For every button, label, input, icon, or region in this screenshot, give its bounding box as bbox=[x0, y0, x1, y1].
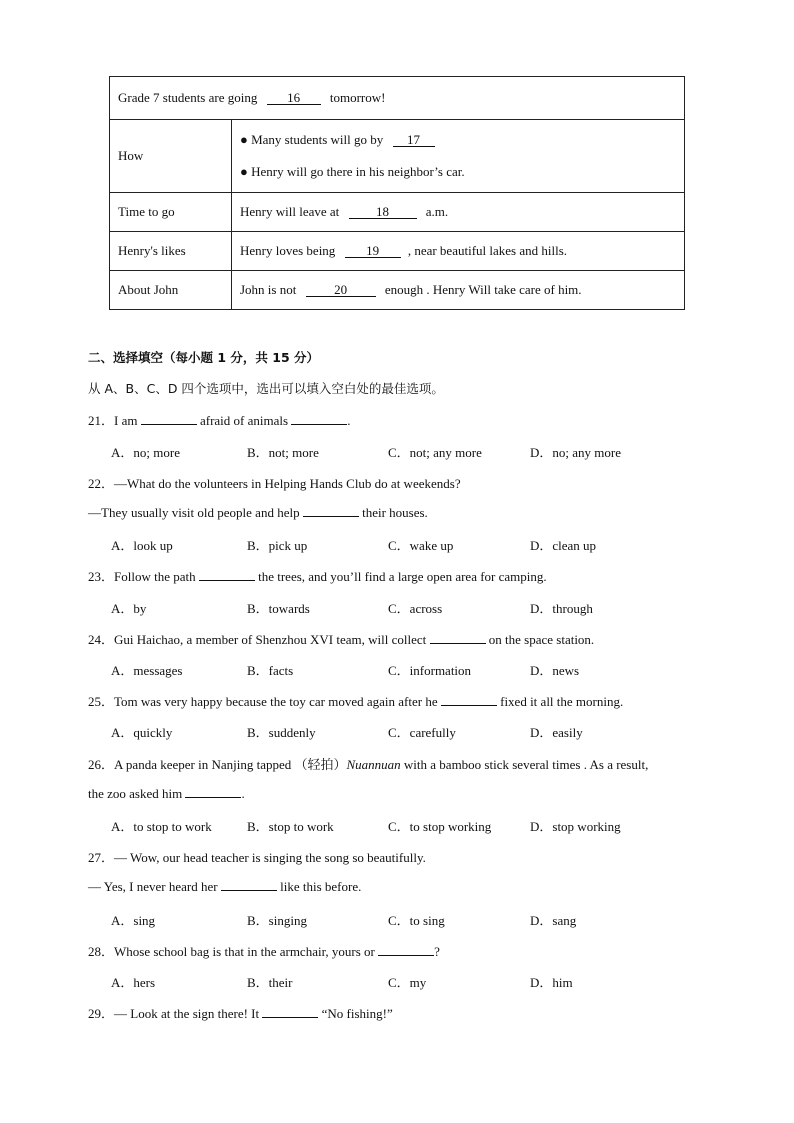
question-27-line1: 27．— Wow, our head teacher is singing the song so beautifully. bbox=[88, 850, 426, 865]
q28-text-1: 28．Whose school bag is that in the armchair, yours or bbox=[88, 944, 375, 959]
row5-post: enough . Henry Will take care of him. bbox=[384, 282, 582, 297]
q24-option-c[interactable]: C．information bbox=[388, 663, 472, 678]
answer-blank bbox=[199, 568, 255, 581]
info-table bbox=[109, 76, 685, 310]
q26-option-a[interactable]: A．to stop to work bbox=[111, 819, 212, 834]
q24-text-2: on the space station. bbox=[488, 632, 595, 647]
table-cell bbox=[232, 271, 685, 310]
blank-17: 17 bbox=[393, 133, 435, 147]
question-28 bbox=[88, 941, 440, 960]
q22-option-b[interactable]: B．pick up bbox=[247, 538, 308, 553]
q23-option-c[interactable]: C．across bbox=[388, 601, 443, 616]
q25-option-a[interactable]: A．quickly bbox=[111, 725, 173, 740]
q26-text-4: . bbox=[241, 786, 245, 801]
row4-post: , near beautiful lakes and hills. bbox=[407, 243, 568, 258]
q24-option-d[interactable]: D．news bbox=[530, 663, 580, 678]
blank-20: 20 bbox=[306, 283, 376, 297]
table-row bbox=[110, 232, 685, 271]
q21-option-a[interactable]: A．no; more bbox=[111, 445, 180, 460]
table-row bbox=[110, 77, 685, 120]
question-26-line2 bbox=[88, 785, 245, 802]
table-row bbox=[110, 271, 685, 310]
q28-option-d[interactable]: D．him bbox=[530, 975, 573, 990]
answer-blank bbox=[378, 943, 434, 956]
q22-option-a[interactable]: A．look up bbox=[111, 538, 173, 553]
answer-blank bbox=[303, 504, 359, 517]
q25-text-1: 25．Tom was very happy because the toy car moved again after he bbox=[88, 694, 438, 709]
q21-text-1: 21．I am bbox=[88, 413, 138, 428]
question-22-line2 bbox=[88, 504, 428, 521]
q25-text-2: fixed it all the morning. bbox=[500, 694, 624, 709]
q22-option-c[interactable]: C．wake up bbox=[388, 538, 454, 553]
q28-option-b[interactable]: B．their bbox=[247, 975, 293, 990]
q26-option-b[interactable]: B．stop to work bbox=[247, 819, 334, 834]
q23-option-d[interactable]: D．through bbox=[530, 601, 593, 616]
q27-option-b[interactable]: B．singing bbox=[247, 913, 307, 928]
q29-text-2: “No fishing!” bbox=[321, 1006, 393, 1021]
row2-bullet2: ● Henry will go there in his neighbor’s car. bbox=[240, 164, 465, 179]
q28-option-c[interactable]: C．my bbox=[388, 975, 427, 990]
answer-blank bbox=[141, 412, 197, 425]
row2-label: How bbox=[110, 120, 232, 193]
bullet-line bbox=[240, 124, 676, 156]
answer-blank bbox=[441, 693, 497, 706]
blank-16: 16 bbox=[267, 91, 321, 105]
q22-text-2: their houses. bbox=[362, 505, 428, 520]
q21-text-3: . bbox=[347, 413, 351, 428]
row4-pre: Henry loves being bbox=[240, 243, 336, 258]
answer-blank bbox=[221, 878, 277, 891]
answer-blank bbox=[262, 1005, 318, 1018]
q24-option-a[interactable]: A．messages bbox=[111, 663, 183, 678]
table-row bbox=[110, 120, 685, 193]
blank-18: 18 bbox=[349, 205, 417, 219]
q26-text-3: the zoo asked him bbox=[88, 786, 183, 801]
table-cell bbox=[232, 232, 685, 271]
table-cell bbox=[110, 77, 685, 120]
row2-bullet1: ● Many students will go by bbox=[240, 132, 384, 147]
row1-post: tomorrow! bbox=[329, 90, 386, 105]
row3-pre: Henry will leave at bbox=[240, 204, 340, 219]
q26-panda-name: Nuannuan bbox=[346, 757, 401, 772]
q22-option-d[interactable]: D．clean up bbox=[530, 538, 597, 553]
table-row bbox=[110, 193, 685, 232]
q25-option-b[interactable]: B．suddenly bbox=[247, 725, 316, 740]
section-instruction: 从 A、B、C、D 四个选项中，选出可以填入空白处的最佳选项。 bbox=[88, 381, 444, 396]
q23-option-a[interactable]: A．by bbox=[111, 601, 147, 616]
q26-option-d[interactable]: D．stop working bbox=[530, 819, 621, 834]
question-24 bbox=[88, 629, 594, 648]
q27-option-a[interactable]: A．sing bbox=[111, 913, 156, 928]
answer-blank bbox=[430, 631, 486, 644]
q23-option-b[interactable]: B．towards bbox=[247, 601, 310, 616]
blank-19: 19 bbox=[345, 244, 401, 258]
q27-option-d[interactable]: D．sang bbox=[530, 913, 577, 928]
row5-pre: John is not bbox=[240, 282, 297, 297]
q23-text-1: 23．Follow the path bbox=[88, 569, 196, 584]
row3-label: Time to go bbox=[110, 193, 232, 232]
q29-text-1: 29．— Look at the sign there! It bbox=[88, 1006, 260, 1021]
q25-option-c[interactable]: C．carefully bbox=[388, 725, 456, 740]
row1-pre: Grade 7 students are going bbox=[118, 90, 258, 105]
q27-text-1: — Yes, I never heard her bbox=[88, 879, 218, 894]
q24-option-b[interactable]: B．facts bbox=[247, 663, 294, 678]
q21-option-d[interactable]: D．no; any more bbox=[530, 445, 621, 460]
question-26-line1 bbox=[88, 754, 648, 773]
q24-text-1: 24．Gui Haichao, a member of Shenzhou XVI team, will collect bbox=[88, 632, 427, 647]
q21-option-b[interactable]: B．not; more bbox=[247, 445, 319, 460]
section-title: 二、选择填空（每小题 1 分，共 15 分） bbox=[88, 350, 320, 365]
q27-text-2: like this before. bbox=[280, 879, 362, 894]
q23-text-2: the trees, and you’ll find a large open area for camping. bbox=[258, 569, 547, 584]
q26-text-1: 26．A panda keeper in Nanjing tapped （轻拍） bbox=[88, 757, 347, 772]
row5-label: About John bbox=[110, 271, 232, 310]
q25-option-d[interactable]: D．easily bbox=[530, 725, 583, 740]
q21-option-c[interactable]: C．not; any more bbox=[388, 445, 482, 460]
question-29 bbox=[88, 1003, 393, 1022]
answer-blank bbox=[185, 785, 241, 798]
table-cell bbox=[232, 120, 685, 193]
q21-text-2: afraid of animals bbox=[199, 413, 289, 428]
table-cell bbox=[232, 193, 685, 232]
q26-text-2: with a bamboo stick several times . As a result, bbox=[403, 757, 649, 772]
question-21 bbox=[88, 410, 351, 429]
row4-label: Henry's likes bbox=[110, 232, 232, 271]
answer-blank bbox=[291, 412, 347, 425]
question-25 bbox=[88, 691, 623, 710]
question-23 bbox=[88, 566, 547, 585]
q26-option-c[interactable]: C．to stop working bbox=[388, 819, 492, 834]
q28-option-a[interactable]: A．hers bbox=[111, 975, 156, 990]
q28-text-2: ? bbox=[434, 944, 440, 959]
question-27-line2 bbox=[88, 878, 361, 895]
row3-post: a.m. bbox=[425, 204, 449, 219]
q27-option-c[interactable]: C．to sing bbox=[388, 913, 445, 928]
q22-text-1: —They usually visit old people and help bbox=[88, 505, 300, 520]
question-22-line1: 22．—What do the volunteers in Helping Hands Club do at weekends? bbox=[88, 476, 461, 491]
